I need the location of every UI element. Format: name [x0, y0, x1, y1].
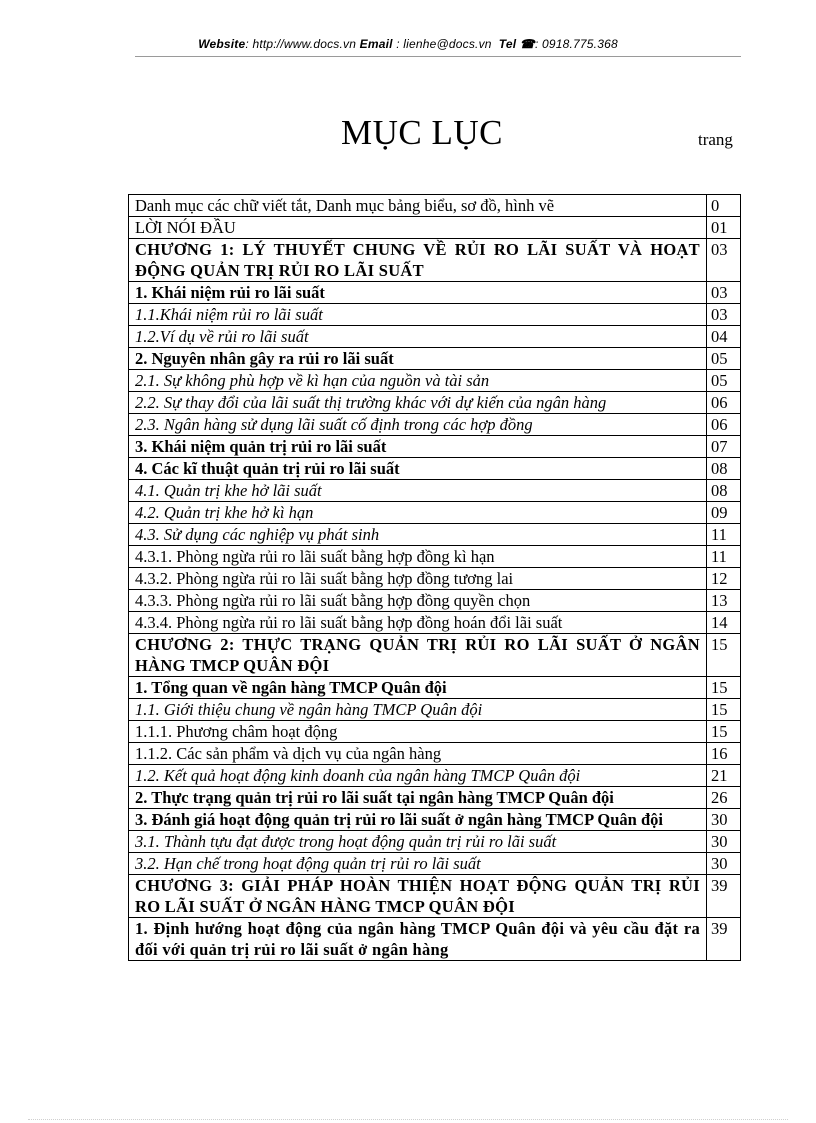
- toc-row: [129, 853, 741, 875]
- toc-entry-title: 4.3.2. Phòng ngừa rủi ro lãi suất bằng hợp đồng tương lai: [129, 568, 707, 590]
- toc-entry-title: CHƯƠNG 1: LÝ THUYẾT CHUNG VỀ RỦI RO LÃI SUẤT VÀ HOẠT ĐỘNG QUẢN TRỊ RỦI RO LÃI SUẤT: [129, 239, 707, 282]
- toc-entry-page: 21: [707, 765, 741, 787]
- toc-entry-title: 3.2. Hạn chế trong hoạt động quản trị rủi ro lãi suất: [129, 853, 707, 875]
- toc-row: [129, 348, 741, 370]
- tel-value: : 0918.775.368: [534, 37, 618, 51]
- footer-divider: [28, 1119, 788, 1120]
- email-label: Email: [359, 37, 393, 51]
- toc-row: [129, 458, 741, 480]
- toc-entry-title: CHƯƠNG 3: GIẢI PHÁP HOÀN THIỆN HOẠT ĐỘNG QUẢN TRỊ RỦI RO LÃI SUẤT Ở NGÂN HÀNG TMCP QUÂN ĐỘI: [129, 875, 707, 918]
- toc-row: [129, 414, 741, 436]
- toc-entry-page: 11: [707, 546, 741, 568]
- toc-entry-title: 4.3. Sử dụng các nghiệp vụ phát sinh: [129, 524, 707, 546]
- toc-row: [129, 524, 741, 546]
- toc-entry-page: 05: [707, 370, 741, 392]
- toc-entry-title: 2.1. Sự không phù hợp về kì hạn của nguồn và tài sản: [129, 370, 707, 392]
- toc-entry-page: 09: [707, 502, 741, 524]
- toc-entry-page: 12: [707, 568, 741, 590]
- toc-entry-page: 30: [707, 853, 741, 875]
- tel-label: Tel: [498, 37, 517, 51]
- toc-entry-title: 4.3.3. Phòng ngừa rủi ro lãi suất bằng hợp đồng quyền chọn: [129, 590, 707, 612]
- toc-entry-title: 1. Định hướng hoạt động của ngân hàng TMCP Quân đội và yêu cầu đặt ra đối với quản trị rủi ro lãi suất ở ngân hàng: [129, 918, 707, 961]
- toc-entry-page: 30: [707, 831, 741, 853]
- toc-row: [129, 239, 741, 282]
- toc-entry-title: 1.2.Ví dụ về rủi ro lãi suất: [129, 326, 707, 348]
- toc-row: [129, 195, 741, 217]
- toc-row: [129, 590, 741, 612]
- toc-row: [129, 875, 741, 918]
- toc-entry-page: 08: [707, 480, 741, 502]
- toc-entry-page: 14: [707, 612, 741, 634]
- toc-row: [129, 721, 741, 743]
- toc-entry-title: 4.1. Quản trị khe hở lãi suất: [129, 480, 707, 502]
- toc-entry-page: 04: [707, 326, 741, 348]
- page-header: [0, 37, 816, 51]
- toc-row: [129, 918, 741, 961]
- toc-entry-title: 3. Đánh giá hoạt động quản trị rủi ro lãi suất ở ngân hàng TMCP Quân đội: [129, 809, 707, 831]
- toc-entry-page: 15: [707, 634, 741, 677]
- toc-row: [129, 699, 741, 721]
- toc-entry-title: 4.3.1. Phòng ngừa rủi ro lãi suất bằng hợp đồng kì hạn: [129, 546, 707, 568]
- toc-entry-title: 4.3.4. Phòng ngừa rủi ro lãi suất bằng hợp đồng hoán đổi lãi suất: [129, 612, 707, 634]
- toc-row: [129, 480, 741, 502]
- toc-entry-title: 4.2. Quản trị khe hở kì hạn: [129, 502, 707, 524]
- toc-entry-page: 03: [707, 282, 741, 304]
- toc-row: [129, 304, 741, 326]
- toc-row: [129, 217, 741, 239]
- toc-entry-page: 15: [707, 721, 741, 743]
- toc-entry-title: LỜI NÓI ĐẦU: [129, 217, 707, 239]
- toc-row: [129, 282, 741, 304]
- table-of-contents: [128, 194, 741, 961]
- toc-entry-page: 07: [707, 436, 741, 458]
- toc-entry-page: 03: [707, 239, 741, 282]
- toc-entry-page: 05: [707, 348, 741, 370]
- toc-entry-title: 2.3. Ngân hàng sử dụng lãi suất cố định trong các hợp đồng: [129, 414, 707, 436]
- toc-entry-title: 1.1.2. Các sản phẩm và dịch vụ của ngân hàng: [129, 743, 707, 765]
- toc-row: [129, 568, 741, 590]
- toc-entry-page: 39: [707, 875, 741, 918]
- toc-entry-page: 06: [707, 392, 741, 414]
- toc-entry-page: 03: [707, 304, 741, 326]
- toc-row: [129, 546, 741, 568]
- toc-entry-title: 4. Các kĩ thuật quản trị rủi ro lãi suất: [129, 458, 707, 480]
- toc-entry-title: 1.2. Kết quả hoạt động kinh doanh của ngân hàng TMCP Quân đội: [129, 765, 707, 787]
- toc-entry-page: 13: [707, 590, 741, 612]
- toc-row: [129, 436, 741, 458]
- toc-entry-page: 15: [707, 699, 741, 721]
- toc-entry-page: 26: [707, 787, 741, 809]
- toc-row: [129, 677, 741, 699]
- toc-row: [129, 831, 741, 853]
- toc-entry-title: 2.2. Sự thay đổi của lãi suất thị trường khác với dự kiến của ngân hàng: [129, 392, 707, 414]
- toc-entry-title: 2. Thực trạng quản trị rủi ro lãi suất tại ngân hàng TMCP Quân đội: [129, 787, 707, 809]
- website-label: Website: [198, 37, 246, 51]
- toc-entry-title: 1.1.Khái niệm rủi ro lãi suất: [129, 304, 707, 326]
- toc-entry-page: 15: [707, 677, 741, 699]
- toc-entry-title: 1. Khái niệm rủi ro lãi suất: [129, 282, 707, 304]
- header-divider: [135, 56, 741, 57]
- toc-entry-title: Danh mục các chữ viết tắt, Danh mục bảng biểu, sơ đồ, hình vẽ: [129, 195, 707, 217]
- toc-row: [129, 326, 741, 348]
- toc-row: [129, 809, 741, 831]
- toc-entry-page: 06: [707, 414, 741, 436]
- toc-entry-title: 1.1. Giới thiệu chung về ngân hàng TMCP Quân đội: [129, 699, 707, 721]
- email-value: : lienhe@docs.vn: [396, 37, 492, 51]
- page-column-label: trang: [698, 130, 733, 149]
- toc-row: [129, 634, 741, 677]
- toc-row: [129, 612, 741, 634]
- toc-entry-title: 3. Khái niệm quản trị rủi ro lãi suất: [129, 436, 707, 458]
- toc-entry-page: 01: [707, 217, 741, 239]
- toc-entry-page: 39: [707, 918, 741, 961]
- phone-icon: ☎: [519, 37, 535, 51]
- website-value: : http://www.docs.vn: [245, 37, 357, 51]
- toc-entry-title: 1.1.1. Phương châm hoạt động: [129, 721, 707, 743]
- toc-row: [129, 743, 741, 765]
- toc-entry-page: 11: [707, 524, 741, 546]
- page-title: MỤC LỤC: [341, 113, 503, 152]
- toc-entry-title: 3.1. Thành tựu đạt được trong hoạt động quản trị rủi ro lãi suất: [129, 831, 707, 853]
- toc-entry-page: 30: [707, 809, 741, 831]
- toc-row: [129, 370, 741, 392]
- toc-entry-title: CHƯƠNG 2: THỰC TRẠNG QUẢN TRỊ RỦI RO LÃI SUẤT Ở NGÂN HÀNG TMCP QUÂN ĐỘI: [129, 634, 707, 677]
- toc-entry-page: 16: [707, 743, 741, 765]
- toc-entry-page: 0: [707, 195, 741, 217]
- toc-row: [129, 787, 741, 809]
- toc-row: [129, 765, 741, 787]
- toc-entry-title: 2. Nguyên nhân gây ra rủi ro lãi suất: [129, 348, 707, 370]
- toc-entry-title: 1. Tổng quan về ngân hàng TMCP Quân đội: [129, 677, 707, 699]
- toc-row: [129, 392, 741, 414]
- toc-entry-page: 08: [707, 458, 741, 480]
- toc-row: [129, 502, 741, 524]
